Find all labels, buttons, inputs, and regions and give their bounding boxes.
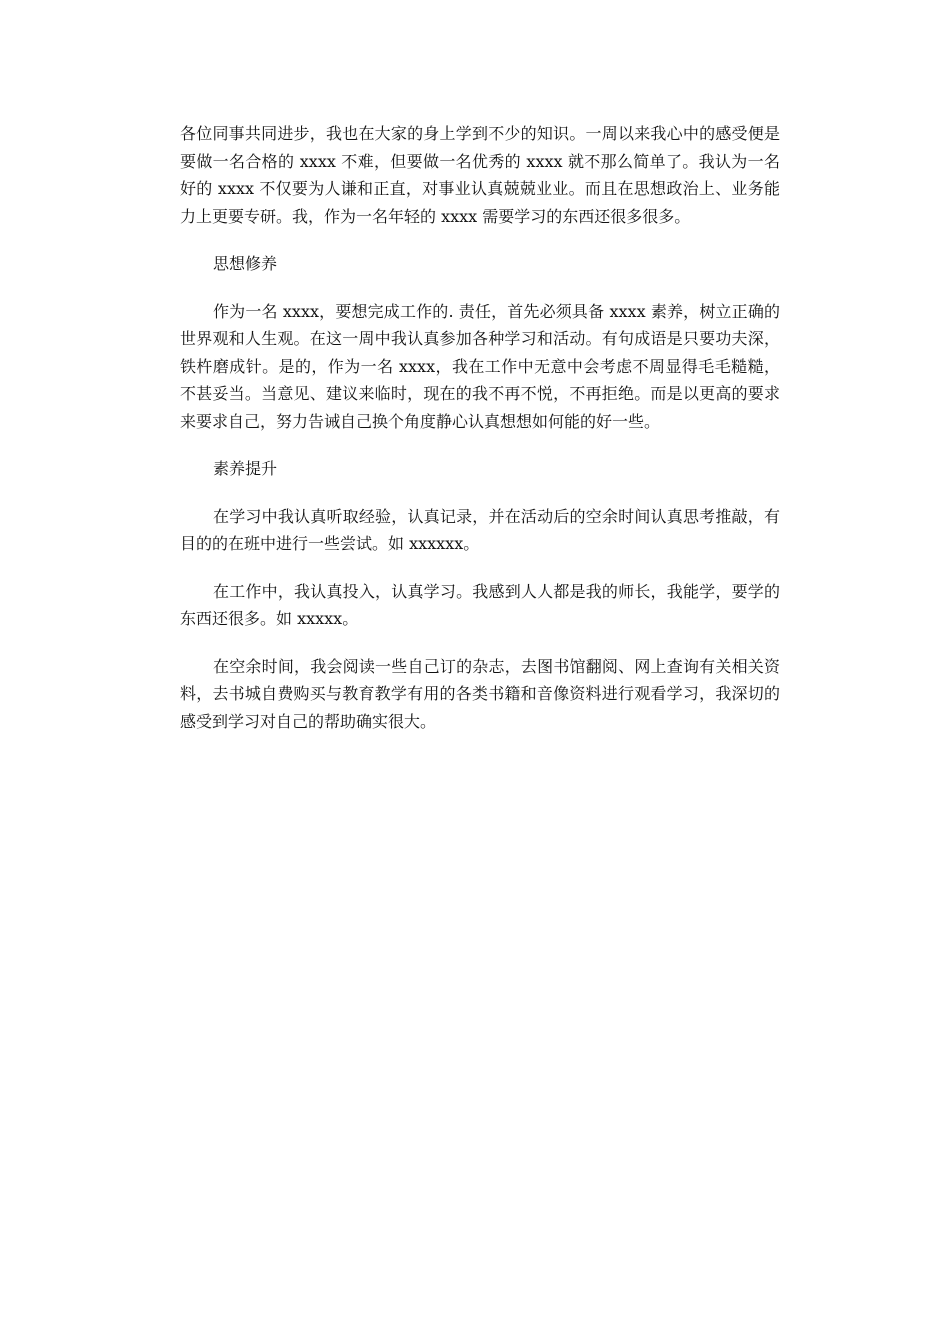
paragraph-intro: 各位同事共同进步，我也在大家的身上学到不少的知识。一周以来我心中的感受便是要做一名合格的 xxxx 不难，但要做一名优秀的 xxxx 就不那么简单了。我认为一名好的 xxxx 不仅要为人谦和正直，对事业认真兢兢业业。而且在思想政治上、业务能力上更要专研。我，作为一名年轻的 xxxx 需要学习的东西还很多很多。	[180, 124, 780, 226]
paragraph-work: 在工作中，我认真投入，认真学习。我感到人人都是我的师长，我能学，要学的东西还很多。如 xxxxx。	[180, 581, 780, 628]
section-heading-thought: 思想修养	[213, 254, 278, 273]
document-page	[180, 120, 780, 755]
paragraph-study: 在学习中我认真听取经验，认真记录，并在活动后的空余时间认真思考推敲，有目的的在班中进行一些尝试。如 xxxxxx。	[180, 506, 780, 553]
paragraph-thought: 作为一名 xxxx，要想完成工作的. 责任，首先必须具备 xxxx 素养，树立正确的世界观和人生观。在这一周中我认真参加各种学习和活动。有句成语是只要功夫深，铁杵磨成针。是的，作为一名 xxxx，我在工作中无意中会考虑不周显得毛毛糙糙，不甚妥当。当意见、建议来临时，现在的我不再不悦，不再拒绝。而是以更高的要求来要求自己，努力告诫自己换个角度静心认真想想如何能的好一些。	[180, 301, 780, 431]
paragraph-spare-time: 在空余时间，我会阅读一些自己订的杂志，去图书馆翻阅、网上查询有关相关资料，去书城自费购买与教育教学有用的各类书籍和音像资料进行观看学习，我深切的感受到学习对自己的帮助确实很大。	[180, 656, 780, 731]
section-heading-quality: 素养提升	[213, 459, 278, 478]
